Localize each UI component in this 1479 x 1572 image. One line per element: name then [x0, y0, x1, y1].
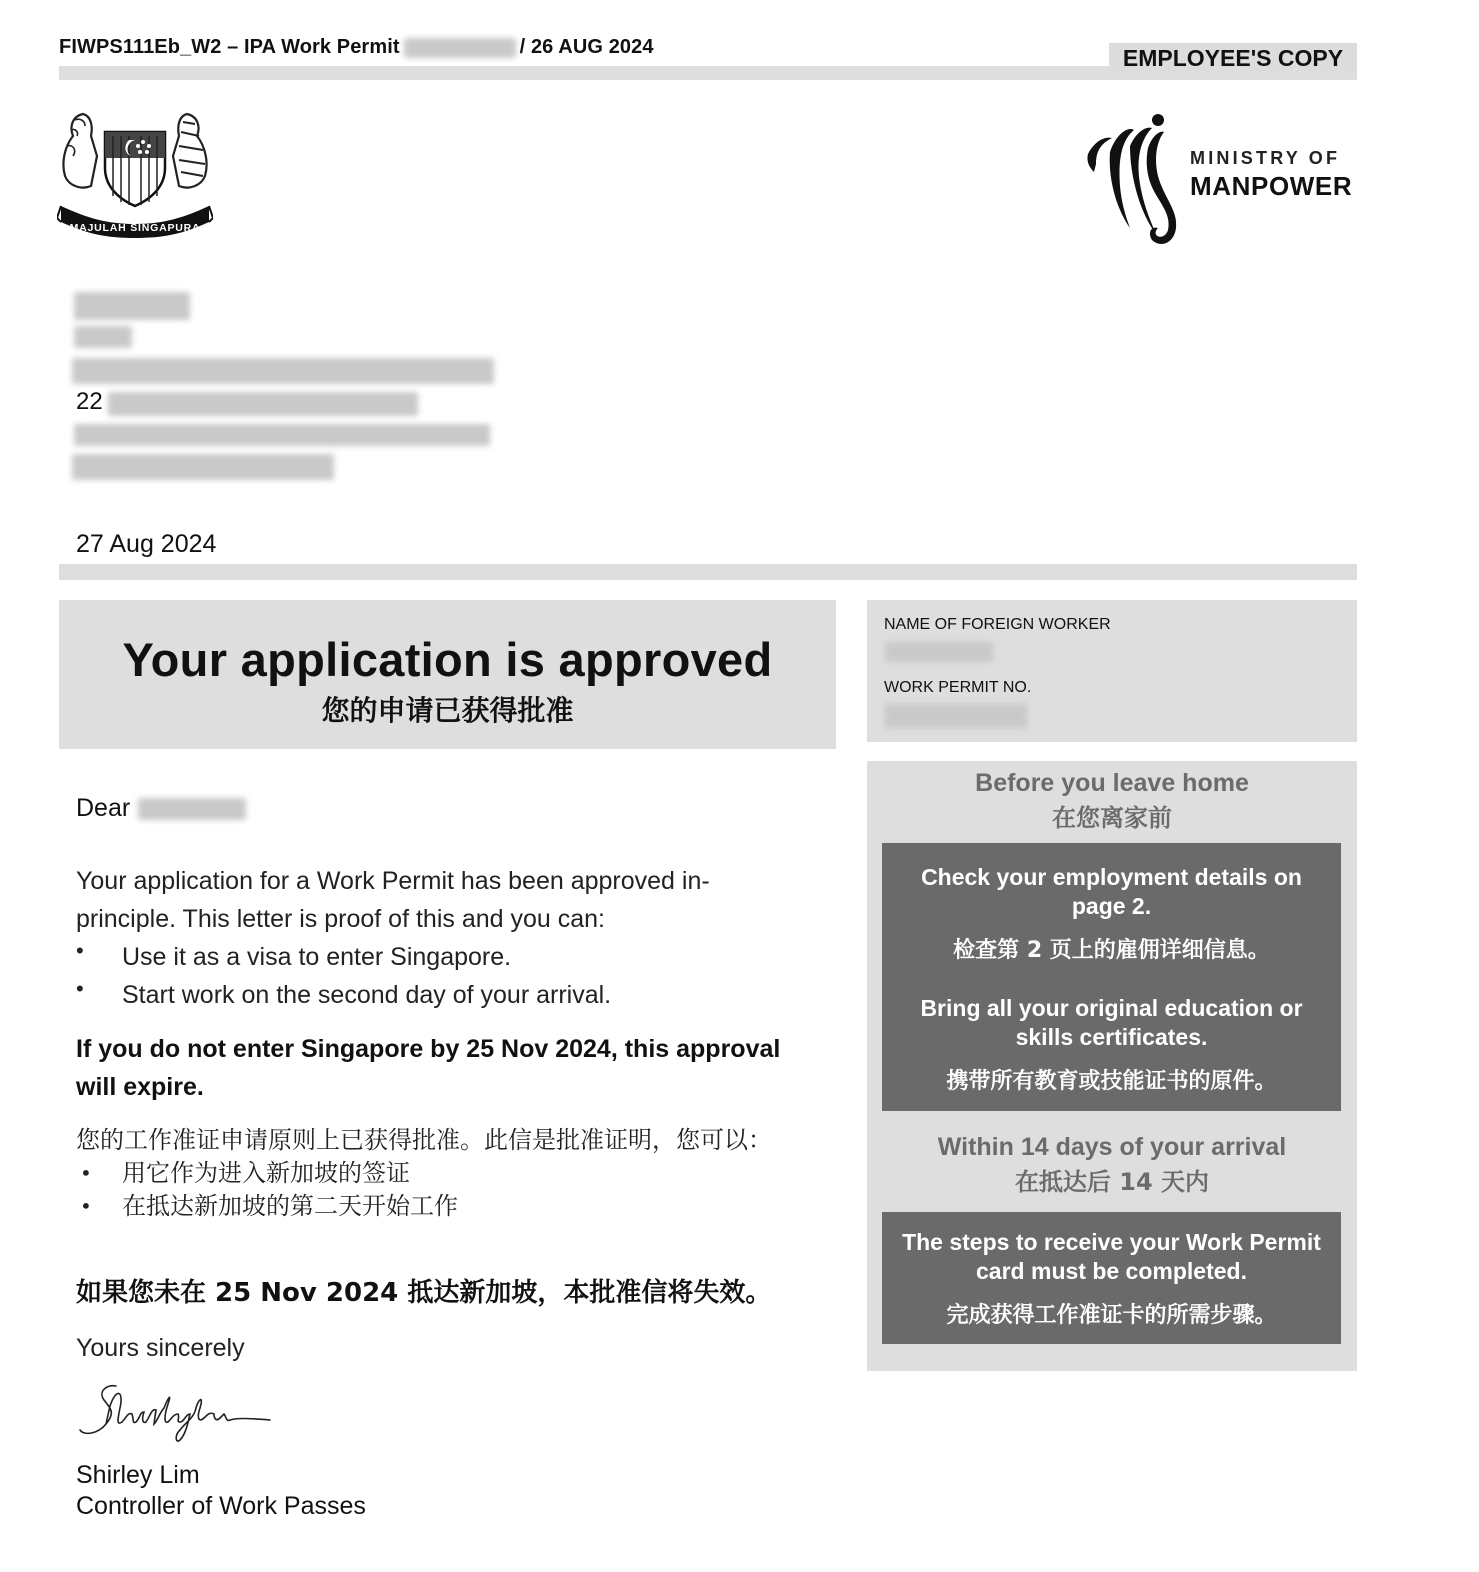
section-heading-after-arrival — [867, 1133, 1357, 1197]
benefits-list-en — [76, 938, 796, 1014]
instruction-en: Check your employment details on page 2. — [921, 864, 1302, 919]
body-paragraph-zh: 您的工作准证申请原则上已获得批准。此信是批准证明，您可以： — [76, 1126, 772, 1154]
redacted-worker-name — [885, 642, 993, 662]
work-permit-label: WORK PERMIT NO. — [884, 679, 1032, 696]
redacted-address-line — [72, 358, 494, 384]
instructions-panel — [867, 761, 1357, 1371]
section-rule — [59, 564, 1357, 580]
section-heading-en: Within 14 days of your arrival — [937, 1133, 1287, 1161]
body-paragraph: Your application for a Work Permit has been approved in-principle. This letter is proof of this and you can: — [76, 867, 710, 933]
ministry-logo-text — [1190, 148, 1360, 202]
instruction-card-before-leaving — [882, 843, 1341, 1111]
ministry-line1: MINISTRY OF — [1190, 148, 1341, 168]
signer-title: Controller of Work Passes — [76, 1492, 366, 1520]
doc-ref-prefix: FIWPS111Eb_W2 – IPA Work Permit — [59, 36, 400, 58]
list-item: • 用它作为进入新加坡的签证 — [76, 1157, 816, 1190]
redacted-address-line — [72, 454, 334, 480]
letter-body-en — [76, 862, 796, 1014]
manpower-logo-icon — [1082, 112, 1182, 250]
approval-title-zh: 您的申请已获得批准 — [321, 694, 574, 727]
list-item: • Use it as a visa to enter Singapore. — [76, 938, 796, 976]
instruction-zh: 完成获得工作准证卡的所需步骤。 — [946, 1303, 1277, 1328]
approval-banner — [59, 600, 836, 749]
ministry-line2: MANPOWER — [1190, 171, 1353, 201]
letter-body-zh — [76, 1124, 816, 1223]
expiry-warning-en: If you do not enter Singapore by 25 Nov 2024, this approval will expire. — [76, 1035, 781, 1101]
redacted-permit-ref — [404, 38, 516, 58]
instruction-en: Bring all your original education or skills certificates. — [920, 995, 1303, 1050]
address-fragment: 22 — [76, 388, 103, 415]
list-item: • Start work on the second day of your arrival. — [76, 976, 796, 1014]
section-heading-before-leaving — [867, 769, 1357, 833]
instruction-card-after-arrival — [882, 1212, 1341, 1344]
redacted-address-line — [74, 326, 132, 348]
instruction-zh: 携带所有教育或技能证书的原件。 — [946, 1069, 1277, 1094]
redacted-recipient-name — [138, 798, 246, 820]
singapore-crest-logo — [57, 106, 213, 240]
salutation-text: Dear — [76, 794, 131, 822]
expiry-warning-zh: 如果您未在 25 Nov 2024 抵达新加坡，本批准信将失效。 — [76, 1278, 772, 1308]
worker-name-label: NAME OF FOREIGN WORKER — [884, 616, 1111, 633]
salutation — [76, 794, 246, 823]
benefits-list-zh — [76, 1157, 816, 1223]
redacted-address-line — [108, 392, 418, 416]
document-reference — [59, 36, 654, 59]
copy-label: EMPLOYEE'S COPY — [1109, 43, 1357, 71]
crest-motto: MAJULAH SINGAPURA — [69, 222, 201, 234]
signer-name: Shirley Lim — [76, 1461, 200, 1489]
instruction-zh: 检查第 2 页上的雇佣详细信息。 — [953, 938, 1270, 963]
section-heading-en: Before you leave home — [975, 769, 1249, 797]
handwritten-signature — [76, 1378, 276, 1446]
letter-date: 27 Aug 2024 — [76, 530, 217, 558]
instruction-en: The steps to receive your Work Permit card must be completed. — [902, 1229, 1321, 1284]
redacted-work-permit-no — [885, 704, 1027, 728]
approval-title-en: Your application is approved — [122, 633, 773, 686]
redacted-address-line — [74, 424, 490, 446]
list-item: • 在抵达新加坡的第二天开始工作 — [76, 1190, 816, 1223]
section-heading-zh: 在抵达后 14 天内 — [1014, 1168, 1210, 1196]
closing: Yours sincerely — [76, 1334, 245, 1362]
redacted-address-line — [74, 292, 190, 320]
doc-ref-suffix: / 26 AUG 2024 — [519, 36, 654, 58]
worker-info-box — [867, 600, 1357, 742]
section-heading-zh: 在您离家前 — [1052, 804, 1172, 832]
